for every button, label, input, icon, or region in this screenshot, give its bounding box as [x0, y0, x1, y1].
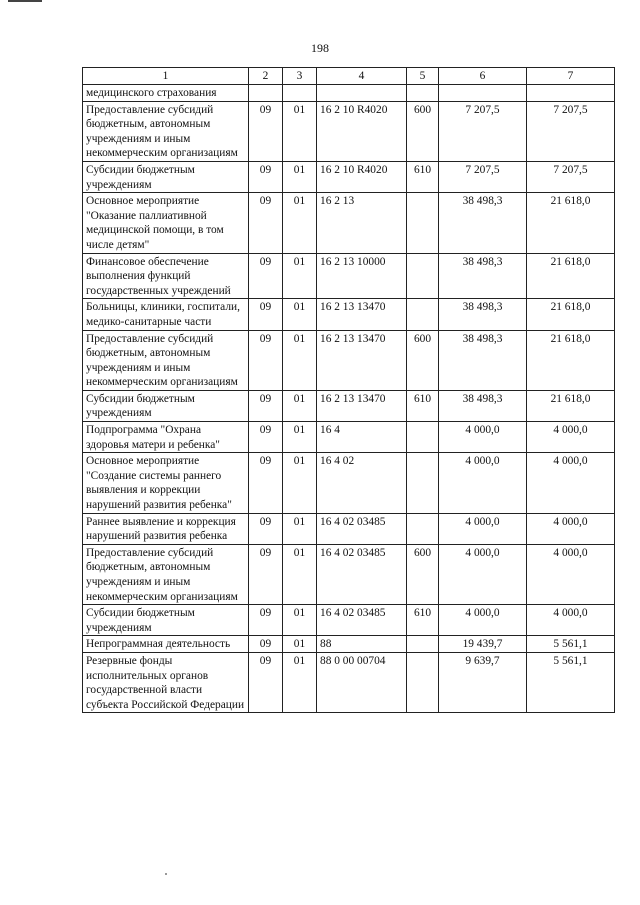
row-amount-1-cell: 4 000,0 [439, 422, 527, 453]
row-expense-type-cell [407, 85, 439, 102]
row-target-article-cell [317, 85, 407, 102]
row-section-cell: 09 [249, 652, 283, 712]
table-row [83, 101, 615, 161]
row-subsection-cell: 01 [283, 390, 317, 421]
row-amount-1-cell: 4 000,0 [439, 605, 527, 636]
row-section-cell: 09 [249, 422, 283, 453]
row-subsection-cell: 01 [283, 161, 317, 192]
row-subsection-cell: 01 [283, 193, 317, 253]
row-amount-1-cell: 9 639,7 [439, 652, 527, 712]
row-target-article-cell: 16 4 02 03485 [317, 513, 407, 544]
row-target-article-cell: 16 2 13 13470 [317, 330, 407, 390]
row-target-article-cell: 16 2 13 [317, 193, 407, 253]
row-target-article-cell: 16 2 10 R4020 [317, 101, 407, 161]
row-amount-1-cell: 4 000,0 [439, 453, 527, 513]
row-subsection-cell: 01 [283, 253, 317, 299]
row-amount-2-cell [527, 85, 615, 102]
column-header: 7 [527, 68, 615, 85]
table-row [83, 422, 615, 453]
row-target-article-cell: 88 0 00 00704 [317, 652, 407, 712]
table-row [83, 299, 615, 330]
row-expense-type-cell [407, 193, 439, 253]
row-expense-type-cell [407, 652, 439, 712]
row-amount-1-cell: 38 498,3 [439, 299, 527, 330]
row-expense-type-cell [407, 422, 439, 453]
row-subsection-cell: 01 [283, 513, 317, 544]
row-name-cell: Предоставление субсидий бюджетным, автономным учреждениям и иным некоммерческим организациям [83, 330, 249, 390]
table-row [83, 636, 615, 653]
row-name-cell: Предоставление субсидий бюджетным, автономным учреждениям и иным некоммерческим организациям [83, 544, 249, 604]
row-amount-2-cell: 4 000,0 [527, 453, 615, 513]
row-name-cell: Предоставление субсидий бюджетным, автономным учреждениям и иным некоммерческим организациям [83, 101, 249, 161]
row-subsection-cell: 01 [283, 453, 317, 513]
row-expense-type-cell: 610 [407, 390, 439, 421]
row-amount-1-cell [439, 85, 527, 102]
row-subsection-cell: 01 [283, 101, 317, 161]
row-amount-2-cell: 21 618,0 [527, 390, 615, 421]
row-name-cell: Субсидии бюджетным учреждениям [83, 605, 249, 636]
row-target-article-cell: 16 4 02 03485 [317, 544, 407, 604]
row-section-cell: 09 [249, 390, 283, 421]
row-subsection-cell: 01 [283, 422, 317, 453]
row-expense-type-cell [407, 513, 439, 544]
row-expense-type-cell: 600 [407, 101, 439, 161]
row-section-cell: 09 [249, 253, 283, 299]
table-row [83, 390, 615, 421]
row-amount-1-cell: 7 207,5 [439, 161, 527, 192]
page-number: 198 [311, 41, 329, 55]
row-section-cell: 09 [249, 299, 283, 330]
row-target-article-cell: 16 2 10 R4020 [317, 161, 407, 192]
table-row [83, 652, 615, 712]
row-amount-2-cell: 4 000,0 [527, 513, 615, 544]
scan-speck [165, 873, 167, 875]
row-subsection-cell: 01 [283, 544, 317, 604]
row-expense-type-cell: 610 [407, 605, 439, 636]
scan-corner-mark [8, 0, 42, 2]
row-target-article-cell: 88 [317, 636, 407, 653]
table-row [83, 85, 615, 102]
table-row [83, 253, 615, 299]
row-amount-1-cell: 38 498,3 [439, 193, 527, 253]
row-name-cell: Субсидии бюджетным учреждениям [83, 161, 249, 192]
row-target-article-cell: 16 4 02 [317, 453, 407, 513]
row-target-article-cell: 16 2 13 10000 [317, 253, 407, 299]
column-header: 5 [407, 68, 439, 85]
row-amount-1-cell: 4 000,0 [439, 513, 527, 544]
row-target-article-cell: 16 2 13 13470 [317, 390, 407, 421]
row-amount-1-cell: 4 000,0 [439, 544, 527, 604]
row-name-cell: Субсидии бюджетным учреждениям [83, 390, 249, 421]
row-section-cell [249, 85, 283, 102]
row-name-cell: медицинского страхования [83, 85, 249, 102]
column-header: 4 [317, 68, 407, 85]
table-row [83, 513, 615, 544]
column-header: 2 [249, 68, 283, 85]
row-name-cell: Резервные фонды исполнительных органов государственной власти субъекта Российской Федерации [83, 652, 249, 712]
column-header: 1 [83, 68, 249, 85]
table-body [83, 85, 615, 713]
row-subsection-cell: 01 [283, 299, 317, 330]
row-subsection-cell [283, 85, 317, 102]
row-name-cell: Раннее выявление и коррекция нарушений развития ребенка [83, 513, 249, 544]
table-row [83, 544, 615, 604]
row-name-cell: Непрограммная деятельность [83, 636, 249, 653]
row-amount-2-cell: 7 207,5 [527, 101, 615, 161]
table-header-row [83, 68, 615, 85]
row-section-cell: 09 [249, 513, 283, 544]
row-expense-type-cell [407, 253, 439, 299]
row-amount-2-cell: 4 000,0 [527, 544, 615, 604]
budget-table [82, 67, 615, 713]
table-row [83, 453, 615, 513]
row-section-cell: 09 [249, 161, 283, 192]
row-expense-type-cell: 600 [407, 544, 439, 604]
row-target-article-cell: 16 4 02 03485 [317, 605, 407, 636]
row-subsection-cell: 01 [283, 652, 317, 712]
row-section-cell: 09 [249, 605, 283, 636]
row-amount-1-cell: 38 498,3 [439, 253, 527, 299]
row-section-cell: 09 [249, 636, 283, 653]
row-section-cell: 09 [249, 544, 283, 604]
row-name-cell: Финансовое обеспечение выполнения функций государственных учреждений [83, 253, 249, 299]
row-amount-2-cell: 4 000,0 [527, 605, 615, 636]
table-row [83, 193, 615, 253]
row-section-cell: 09 [249, 101, 283, 161]
row-amount-2-cell: 4 000,0 [527, 422, 615, 453]
row-subsection-cell: 01 [283, 605, 317, 636]
row-amount-2-cell: 21 618,0 [527, 193, 615, 253]
row-name-cell: Больницы, клиники, госпитали, медико-санитарные части [83, 299, 249, 330]
row-amount-2-cell: 21 618,0 [527, 330, 615, 390]
row-name-cell: Основное мероприятие "Создание системы раннего выявления и коррекции нарушений развития ребенка" [83, 453, 249, 513]
row-amount-2-cell: 21 618,0 [527, 253, 615, 299]
row-section-cell: 09 [249, 453, 283, 513]
table-row [83, 330, 615, 390]
row-amount-1-cell: 19 439,7 [439, 636, 527, 653]
row-target-article-cell: 16 2 13 13470 [317, 299, 407, 330]
row-amount-2-cell: 21 618,0 [527, 299, 615, 330]
table-row [83, 161, 615, 192]
row-amount-2-cell: 5 561,1 [527, 636, 615, 653]
table-row [83, 605, 615, 636]
row-target-article-cell: 16 4 [317, 422, 407, 453]
column-header: 3 [283, 68, 317, 85]
row-expense-type-cell [407, 299, 439, 330]
column-header: 6 [439, 68, 527, 85]
row-expense-type-cell: 610 [407, 161, 439, 192]
row-expense-type-cell: 600 [407, 330, 439, 390]
row-amount-1-cell: 38 498,3 [439, 390, 527, 421]
row-expense-type-cell [407, 453, 439, 513]
row-name-cell: Подпрограмма "Охрана здоровья матери и ребенка" [83, 422, 249, 453]
row-subsection-cell: 01 [283, 330, 317, 390]
row-amount-1-cell: 7 207,5 [439, 101, 527, 161]
row-amount-2-cell: 7 207,5 [527, 161, 615, 192]
row-subsection-cell: 01 [283, 636, 317, 653]
row-name-cell: Основное мероприятие "Оказание паллиативной медицинской помощи, в том числе детям" [83, 193, 249, 253]
row-amount-1-cell: 38 498,3 [439, 330, 527, 390]
row-amount-2-cell: 5 561,1 [527, 652, 615, 712]
row-section-cell: 09 [249, 193, 283, 253]
row-expense-type-cell [407, 636, 439, 653]
row-section-cell: 09 [249, 330, 283, 390]
